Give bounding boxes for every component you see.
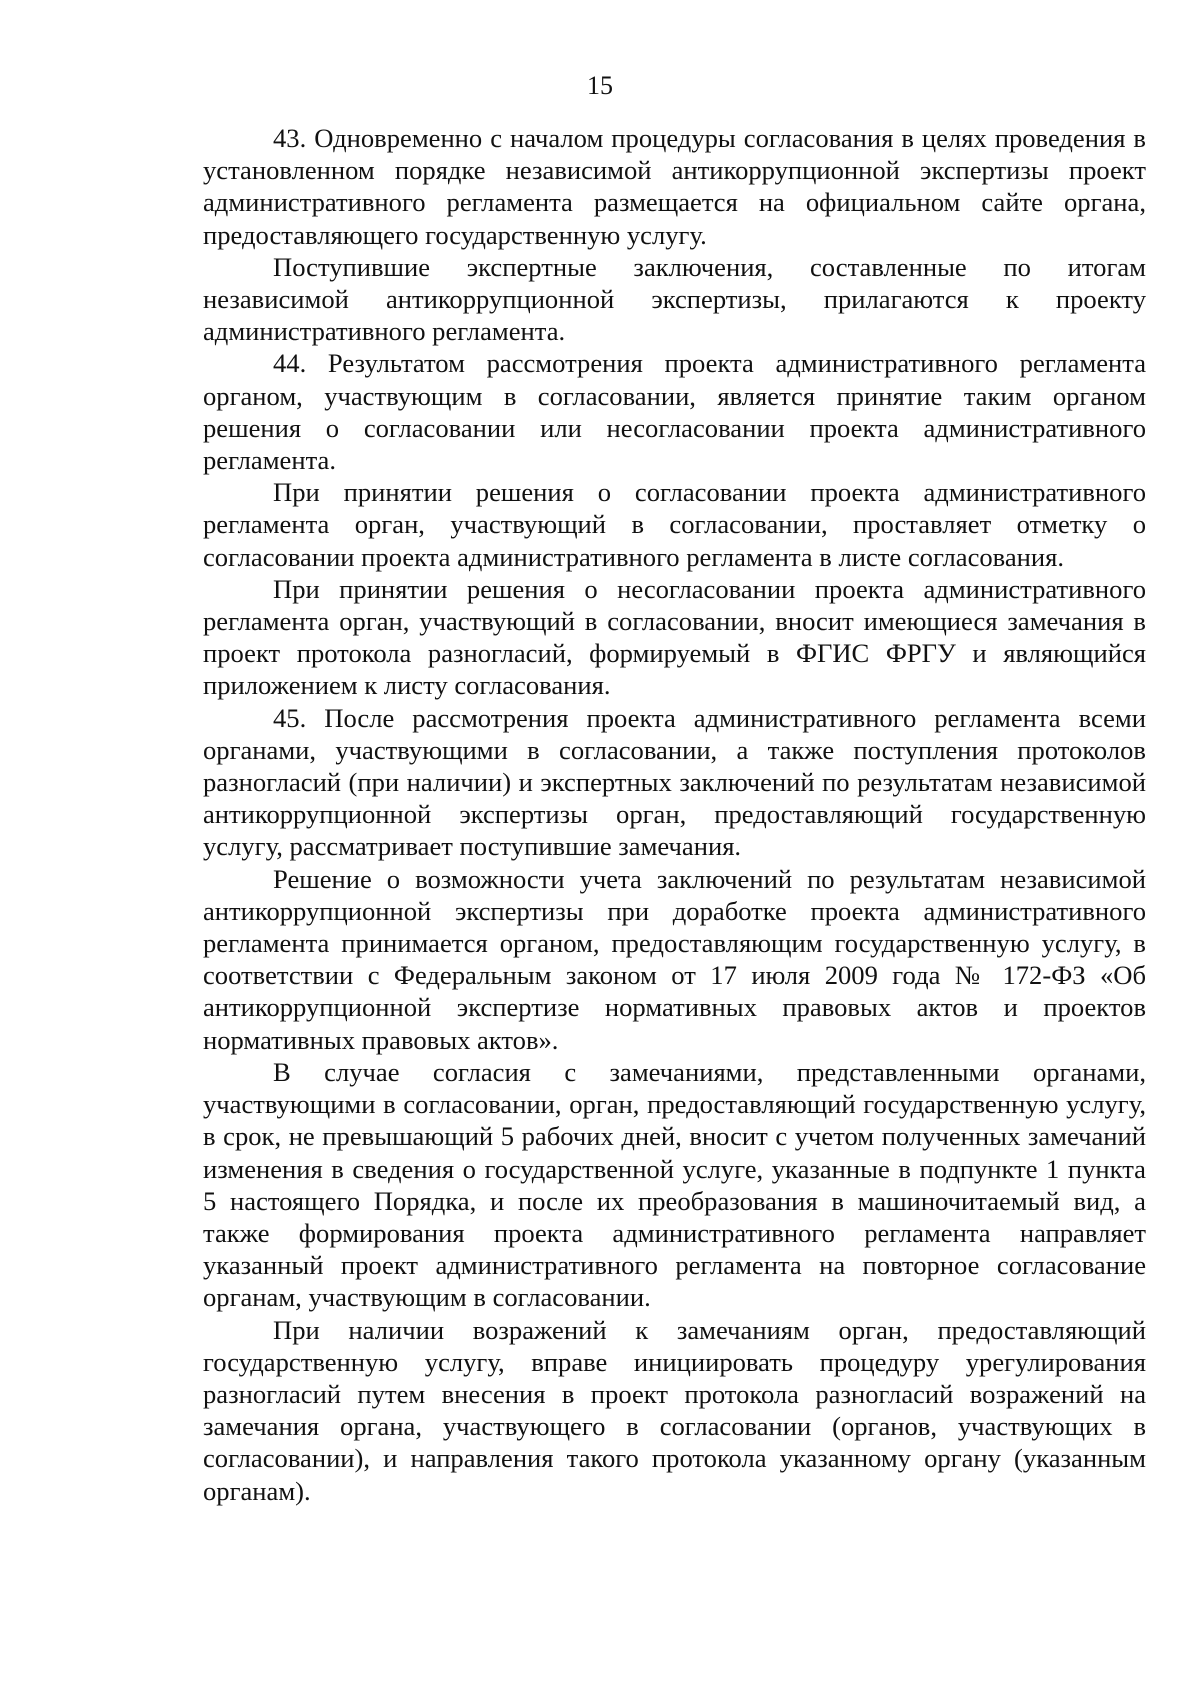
page-number: 15 — [587, 71, 613, 100]
paragraph-43-expert-conclusions: Поступившие экспертные заключения, составленные по итогам независимой антикоррупционной экспертизы, прилагаются к проекту административного регламента. — [203, 251, 1146, 347]
paragraph-44-approval: При принятии решения о согласовании проекта административного регламента орган, участвующий в согласовании, проставляет отметку о согласовании проекта административного регламента в листе согласования. — [203, 477, 1146, 572]
paragraph-43: 43. Одновременно с началом процедуры согласования в целях проведения в установленном порядке независимой антикоррупционной экспертизы проект административного регламента размещается на официальном сайте органа, предоставляющего государственную услугу. — [203, 123, 1146, 250]
paragraph-44-disapproval: При принятии решения о несогласовании проекта административного регламента орган, участвующий в согласовании, вносит имеющиеся замечания в проект протокола разногласий, формируемый в ФГИС ФРГУ и являющийся приложением к листу согласования. — [203, 573, 1146, 701]
paragraph-45-objections: При наличии возражений к замечаниям орган, предоставляющий государственную услугу, вправе инициировать процедуру урегулирования разногласий путем внесения в проект протокола разногласий возражений на замечания органа, участвующего в согласовании (органов, участвующих в согласовании), и направления такого протокола указанному органу (указанным органам). — [203, 1314, 1146, 1506]
paragraph-45: 45. После рассмотрения проекта административного регламента всеми органами, участвующими в согласовании, а также поступления протоколов разногласий (при наличии) и экспертных заключений по результатам независимой антикоррупционной экспертизы орган, предоставляющий государственную услугу, рассматривает поступившие замечания. — [203, 702, 1146, 862]
document-body — [203, 122, 1146, 1507]
paragraph-45-agreement: В случае согласия с замечаниями, представленными органами, участвующими в согласовании, орган, предоставляющий государственную услугу, в срок, не превышающий 5 рабочих дней, вносит с учетом полученных замечаний изменения в сведения о государственной услуге, указанные в подпункте 1 пункта 5 настоящего Порядка, и после их преобразования в машиночитаемый вид, а также формирования проекта административного регламента направляет указанный проект административного регламента на повторное согласование органам, участвующим в согласовании. — [203, 1056, 1146, 1313]
paragraph-44: 44. Результатом рассмотрения проекта административного регламента органом, участвующим в согласовании, является принятие таким органом решения о согласовании или несогласовании проекта административного регламента. — [203, 348, 1146, 476]
paragraph-45-decision: Решение о возможности учета заключений по результатам независимой антикоррупционной экспертизы при доработке проекта административного регламента принимается органом, предоставляющим государственную услугу, в соответствии с Федеральным законом от 17 июля 2009 года № 172-ФЗ «Об антикоррупционной экспертизе нормативных правовых актов и проектов нормативных правовых актов». — [203, 863, 1146, 1055]
